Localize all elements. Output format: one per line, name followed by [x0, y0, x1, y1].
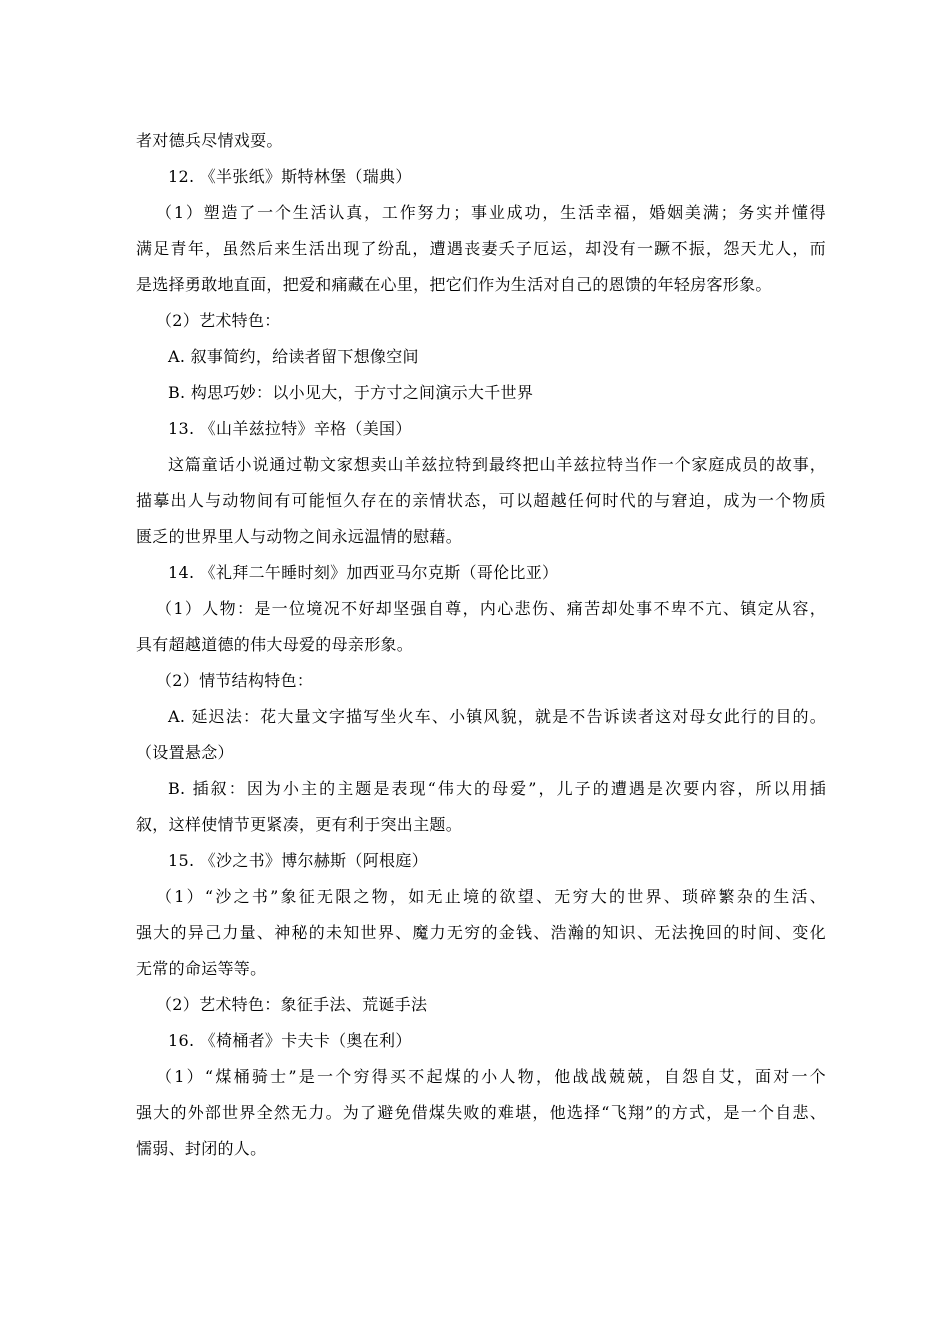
text-line: 13. 《山羊兹拉特》辛格（美国） [168, 419, 412, 438]
text-line: 12. 《半张纸》斯特林堡（瑞典） [168, 167, 412, 186]
text-line: B. 构思巧妙：以小见大，于方寸之间演示大千世界 [168, 383, 534, 402]
text-line: 具有超越道德的伟大母爱的母亲形象。 [136, 635, 414, 654]
text-line: 匮乏的世界里人与动物之间永远温情的慰藉。 [136, 527, 463, 546]
text-line: （2）艺术特色： [156, 311, 281, 330]
text-line: A. 叙事简约，给读者留下想像空间 [168, 347, 419, 366]
text-line: （设置悬念） [136, 743, 234, 762]
text-line: 强大的外部世界全然无力。为了避免借煤失败的难堪，他选择“飞翔”的方式，是一个自悲、 [136, 1103, 826, 1122]
text-line: 强大的异己力量、神秘的未知世界、魔力无穷的金钱、浩瀚的知识、无法挽回的时间、变化 [136, 923, 826, 942]
text-line: B. 插叙：因为小主的主题是表现“伟大的母爱”，儿子的遭遇是次要内容，所以用插 [168, 779, 826, 798]
text-line: 无常的命运等等。 [136, 959, 267, 978]
text-line: 15. 《沙之书》博尔赫斯（阿根庭） [168, 851, 428, 870]
text-line: 这篇童话小说通过勒文家想卖山羊兹拉特到最终把山羊兹拉特当作一个家庭成员的故事， [168, 455, 826, 474]
text-line: （1）人物：是一位境况不好却坚强自尊，内心悲伤、痛苦却处事不卑不亢、镇定从容， [156, 599, 826, 618]
text-line: 是选择勇敢地直面，把爱和痛藏在心里，把它们作为生活对自己的恩馈的年轻房客形象。 [136, 275, 772, 294]
text-line: 14. 《礼拜二午睡时刻》加西亚马尔克斯（哥伦比亚） [168, 563, 559, 582]
document-body [136, 123, 826, 1167]
text-line: A. 延迟法：花大量文字描写坐火车、小镇风貌，就是不告诉读者这对母女此行的目的。 [168, 707, 826, 726]
text-line: 描摹出人与动物间有可能恒久存在的亲情状态，可以超越任何时代的与窘迫，成为一个物质 [136, 491, 826, 510]
text-line: （2）艺术特色：象征手法、荒诞手法 [156, 995, 428, 1014]
text-line: 叙，这样使情节更紧凑，更有利于突出主题。 [136, 815, 463, 834]
text-line: 16. 《椅桶者》卡夫卡（奥在利） [168, 1031, 412, 1050]
text-line: 者对德兵尽情戏耍。 [136, 131, 283, 150]
text-line: （2）情节结构特色： [156, 671, 314, 690]
text-line: 满足青年，虽然后来生活出现了纷乱，遭遇丧妻夭子厄运，却没有一蹶不振，怨天尤人，而 [136, 239, 826, 258]
text-line: 懦弱、封闭的人。 [136, 1139, 267, 1158]
text-line: （1）“煤桶骑士”是一个穷得买不起煤的小人物，他战战兢兢，自怨自艾，面对一个 [156, 1067, 826, 1086]
text-line: （1）塑造了一个生活认真，工作努力；事业成功，生活幸福，婚姻美满；务实并懂得 [156, 203, 826, 222]
text-line: （1）“沙之书”象征无限之物，如无止境的欲望、无穷大的世界、琐碎繁杂的生活、 [156, 887, 826, 906]
